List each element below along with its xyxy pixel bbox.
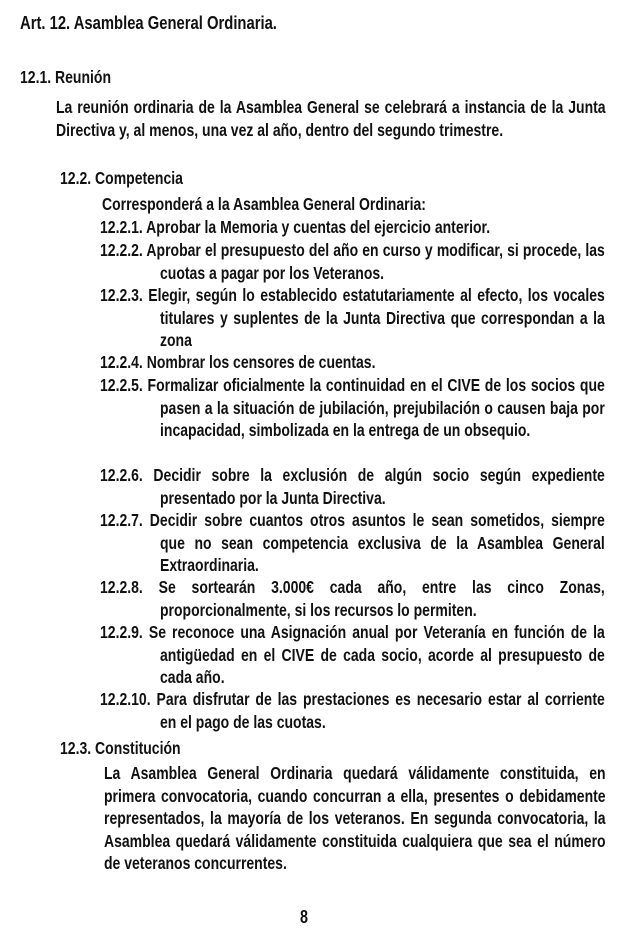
list-item: 12.2.10. Para disfrutar de las prestaciones es necesario estar al corriente en el pago de las cuotas. [100,689,605,732]
article-title: Art. 12. Asamblea General Ordinaria. [20,12,277,33]
list-item: 12.2.5. Formalizar oficialmente la continuidad en el CIVE de los socios que pasen a la situación de jubilación, prejubilación o causen baja por incapacidad, simbolizada en la entrega de un obsequio. [100,375,605,440]
list-item: 12.2.4. Nombrar los censores de cuentas. [100,352,376,372]
list-item: 12.2.8. Se sortearán 3.000€ cada año, entre las cinco Zonas, proporcionalmente, si los recursos lo permiten. [100,577,605,620]
paragraph-reunion [56,96,606,141]
section-heading-reunion: 12.1. Reunión [20,67,112,87]
list-item: 12.2.2. Aprobar el presupuesto del año en curso y modificar, si procede, las cuotas a pagar por los Veteranos. [100,240,605,283]
section-heading-constitucion: 12.3. Constitución [60,738,181,758]
list-item: 12.2.9. Se reconoce una Asignación anual por Veteranía en función de la antigüedad en el CIVE de cada socio, acorde al presupuesto de cada año. [100,622,605,687]
list-item: 12.2.6. Decidir sobre la exclusión de algún socio según expediente presentado por la Junta Directiva. [100,465,605,508]
section-heading-competencia: 12.2. Competencia [60,168,183,188]
paragraph-text: La reunión ordinaria de la Asamblea General se celebrará a instancia de la Junta Directiva y, al menos, una vez al año, dentro del segundo trimestre. [56,97,606,140]
list-item: 12.2.1. Aprobar la Memoria y cuentas del ejercicio anterior. [100,217,491,237]
page-number: 8 [300,907,309,927]
paragraph-text: La Asamblea General Ordinaria quedará válidamente constituida, en primera convocatoria, cuando concurran a ella, presentes o debidamente representados, la mayoría de los veteranos. En segunda convocatoria, la Asamblea quedará válidamente constituida cualquiera que sea el número de veteranos concurrentes. [104,763,606,873]
list-item: 12.2.7. Decidir sobre cuantos otros asuntos le sean sometidos, siempre que no sean competencia exclusiva de la Asamblea General Extraordinaria. [100,510,605,575]
competencia-intro: Corresponderá a la Asamblea General Ordinaria: [102,194,426,214]
list-item: 12.2.3. Elegir, según lo establecido estatutariamente al efecto, los vocales titulares y suplentes de la Junta Directiva que correspondan a la zona [100,285,605,350]
paragraph-constitucion [104,762,606,875]
